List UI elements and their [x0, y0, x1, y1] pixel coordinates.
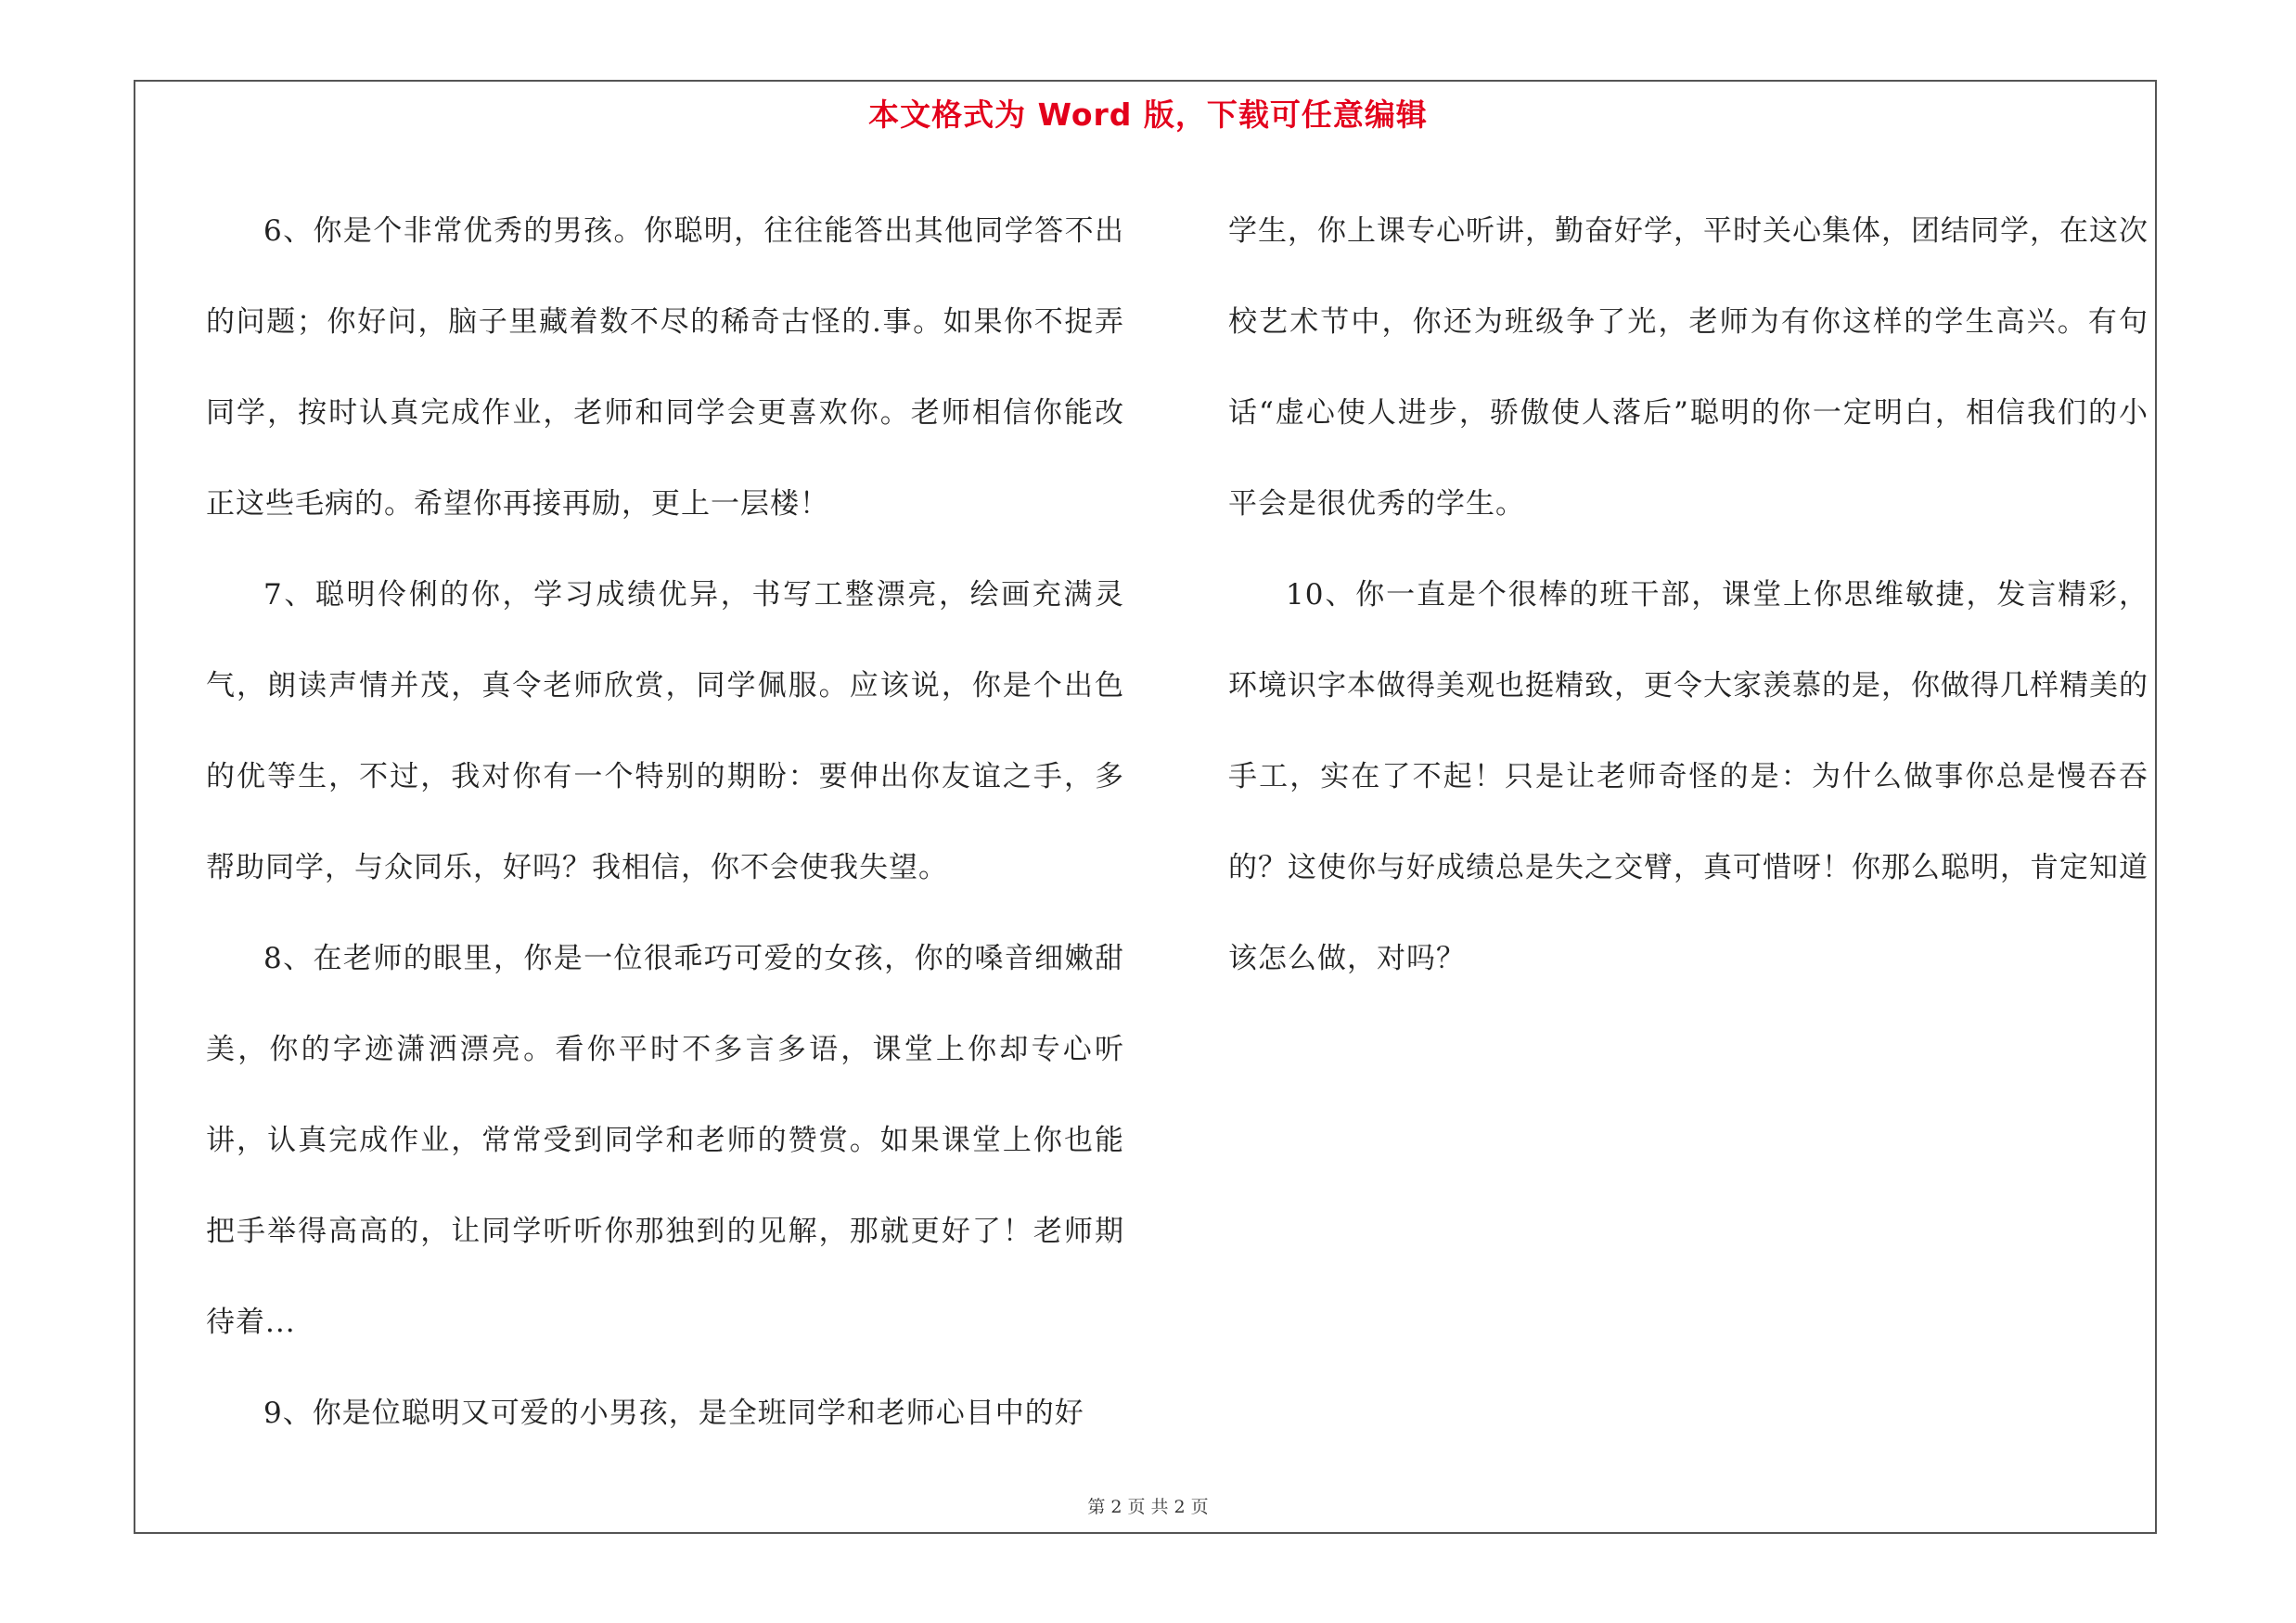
paragraph-8: 8、在老师的眼里，你是一位很乖巧可爱的女孩，你的嗓音细嫩甜美，你的字迹潇洒漂亮。看你平时不多言多语，课堂上你却专心听讲，认真完成作业，常常受到同学和老师的赞赏。如果课堂上你也能把手举得高高的，让同学听听你那独到的见解，那就更好了！老师期待着... [206, 942, 1124, 1339]
paragraph-7: 7、聪明伶俐的你，学习成绩优异，书写工整漂亮，绘画充满灵气，朗读声情并茂，真令老师欣赏，同学佩服。应该说，你是个出色的优等生，不过，我对你有一个特别的期盼：要伸出你友谊之手，多帮助同学，与众同乐，好吗？我相信，你不会使我失望。 [206, 578, 1124, 884]
right-column [1228, 186, 2148, 1004]
format-notice: 本文格式为 Word 版，下载可任意编辑 [868, 97, 1428, 133]
left-column [206, 186, 1124, 1459]
paragraph-9-start: 9、你是位聪明又可爱的小男孩，是全班同学和老师心目中的好 [263, 1397, 1084, 1430]
page-number: 第 2 页 共 2 页 [1087, 1497, 1209, 1517]
paragraph-9-continuation: 学生，你上课专心听讲，勤奋好学，平时关心集体，团结同学，在这次校艺术节中，你还为班级争了光，老师为有你这样的学生高兴。有句话“虚心使人进步，骄傲使人落后”聪明的你一定明白，相信我们的小平会是很优秀的学生。 [1228, 214, 2148, 521]
paragraph-6: 6、你是个非常优秀的男孩。你聪明，往往能答出其他同学答不出的问题；你好问，脑子里藏着数不尽的稀奇古怪的.事。如果你不捉弄同学，按时认真完成作业，老师和同学会更喜欢你。老师相信你能改正这些毛病的。希望你再接再励，更上一层楼！ [206, 214, 1124, 521]
paragraph-10: 10、你一直是个很棒的班干部，课堂上你思维敏捷，发言精彩，环境识字本做得美观也挺精致，更令大家羡慕的是，你做得几样精美的手工，实在了不起！只是让老师奇怪的是：为什么做事你总是慢吞吞的？这使你与好成绩总是失之交臂，真可惜呀！你那么聪明，肯定知道该怎么做，对吗？ [1228, 578, 2148, 975]
